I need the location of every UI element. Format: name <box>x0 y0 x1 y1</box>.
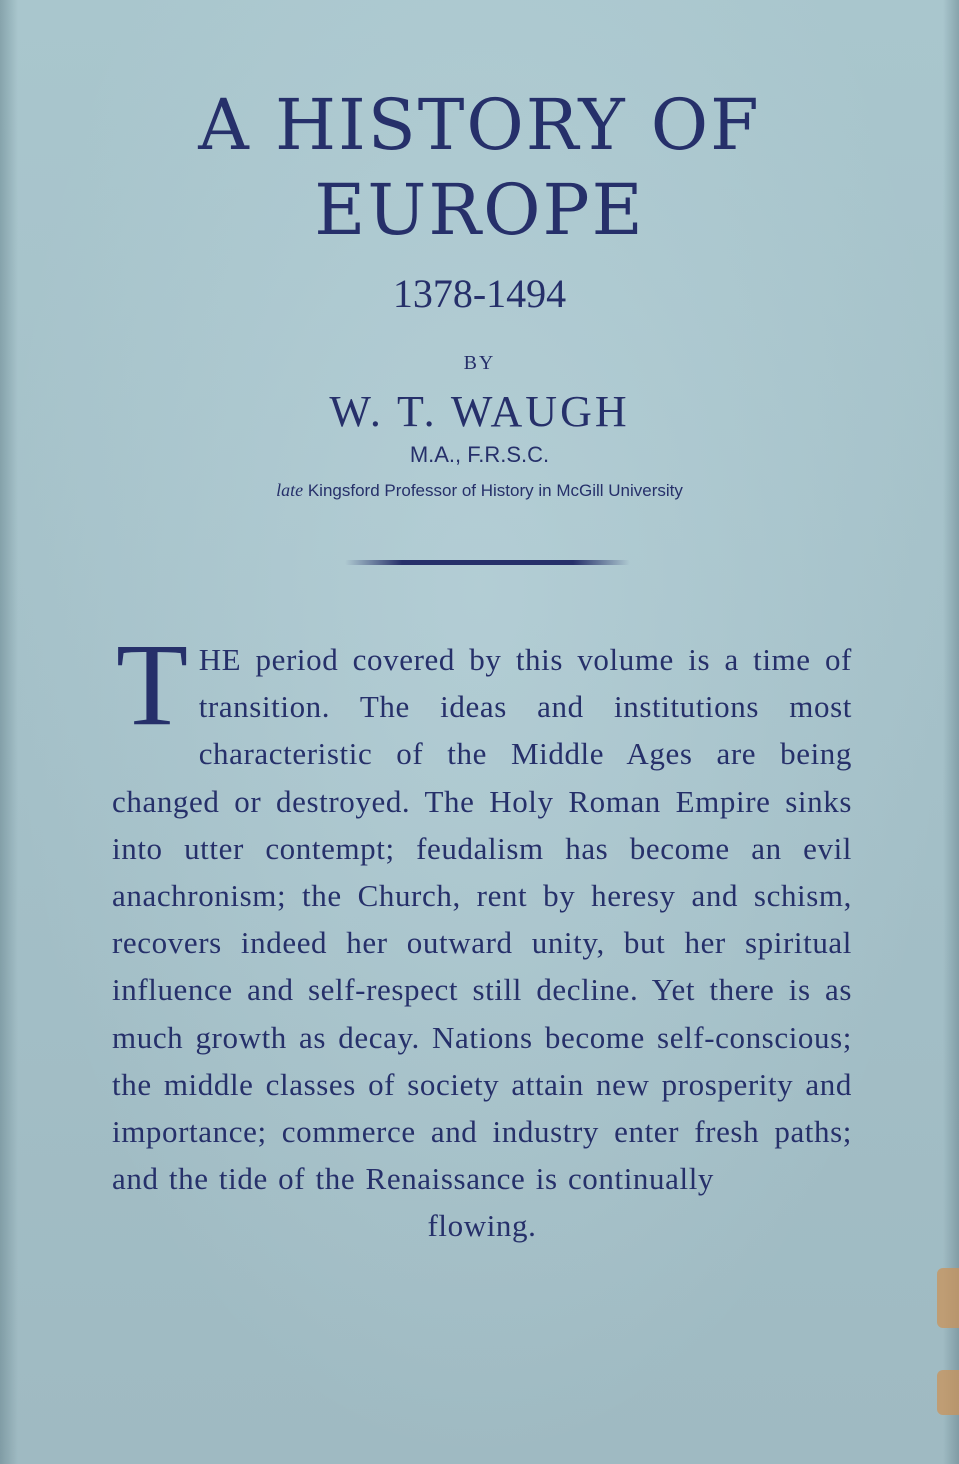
affiliation-text: Kingsford Professor of History in McGill University <box>303 481 683 500</box>
title-line-1: A HISTORY OF <box>198 84 761 166</box>
wear-stain <box>937 1268 959 1328</box>
decorative-rule <box>345 560 630 565</box>
years-subtitle: 1378-1494 <box>392 271 567 316</box>
blurb-text: HE period covered by this volume is a time of transition. The ideas and institutions most characteristic of the Middle Ages are being changed or destroyed. The Holy Roman Empire sinks into utter contempt; feudalism has become an evil anachronism; the Church, rent by heresy and schism, recovers indeed her outward unity, but her spiritual influence and self-respect still decline. Yet there is as much growth as decay. Nations become self-conscious; the middle classes of society attain new prosperity and importance; commerce and industry enter fresh paths; and the tide of the Renaissance is continually <box>112 642 852 1197</box>
blurb-last-line: flowing. <box>427 1208 537 1244</box>
blurb-paragraph <box>112 619 852 1250</box>
author-degrees: M.A., F.R.S.C. <box>409 442 550 467</box>
title-line-2: EUROPE <box>314 169 645 251</box>
author-affiliation <box>0 480 959 501</box>
drop-cap: T <box>116 619 189 750</box>
author-name: W. T. WAUGH <box>329 387 630 436</box>
wear-stain <box>937 1370 959 1415</box>
by-label: BY <box>463 352 496 374</box>
affiliation-prefix: late <box>276 480 304 500</box>
